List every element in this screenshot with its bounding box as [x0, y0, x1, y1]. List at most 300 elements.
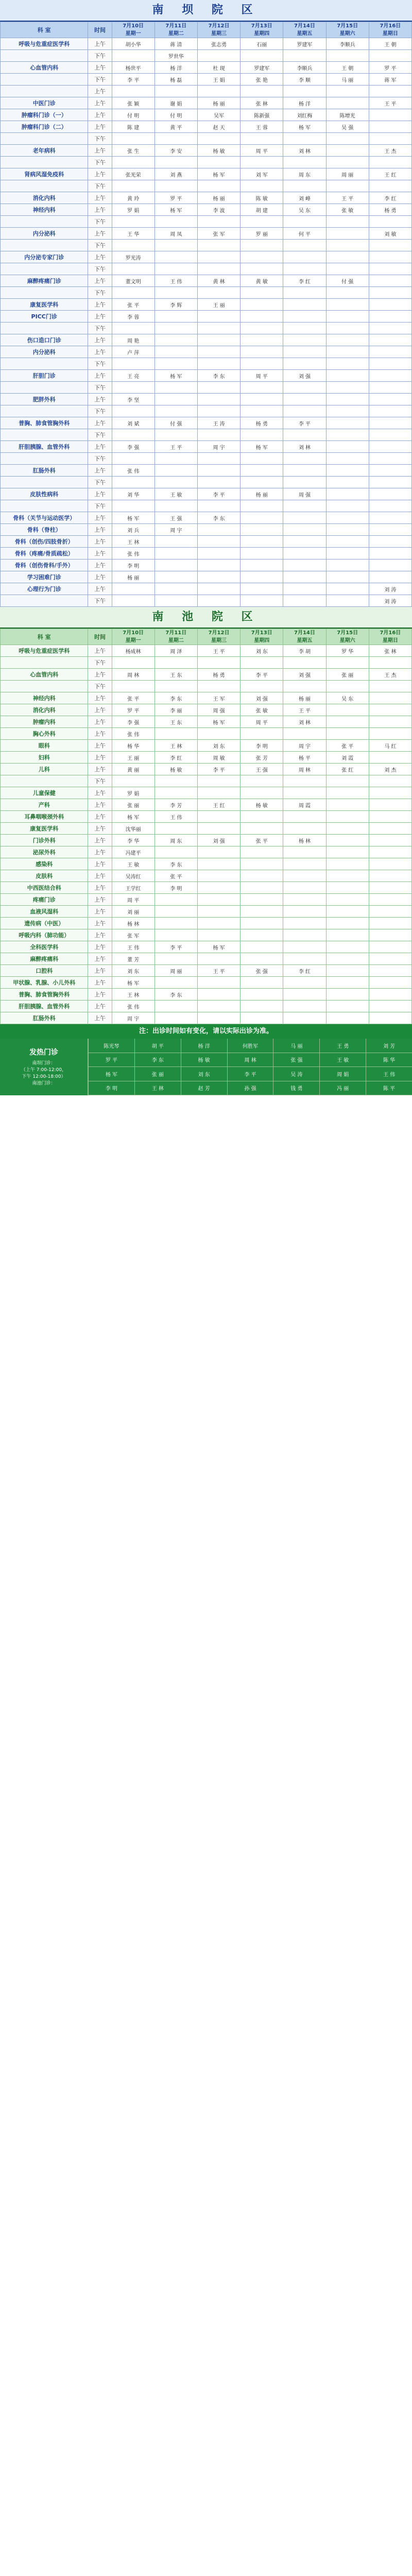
doctor-cell: 何 平 [283, 228, 326, 240]
fever-roster-cell: 何胜军 [227, 1039, 273, 1053]
doctor-cell: 周 宇 [283, 740, 326, 752]
doctor-cell [369, 240, 411, 251]
doctor-cell [369, 133, 411, 145]
doctor-cell: 胡小华 [112, 38, 154, 50]
doctor-cell [326, 571, 369, 583]
day-weekday: 星期日 [382, 31, 398, 37]
doctor-cell [283, 882, 326, 894]
doctor-cell: 杨 丽 [197, 192, 240, 204]
doctor-cell: 王 平 [369, 97, 411, 109]
doctor-cell: 王 伟 [154, 275, 197, 287]
fever-roster-cell: 马 丽 [273, 1039, 319, 1053]
doctor-cell: 吴 强 [326, 121, 369, 133]
fever-roster-cell: 刘 东 [181, 1067, 227, 1081]
doctor-cell [197, 394, 240, 405]
doctor-cell [241, 323, 283, 334]
doctor-cell [369, 512, 411, 524]
doctor-cell [326, 775, 369, 787]
doctor-cell [197, 500, 240, 512]
doctor-cell [241, 216, 283, 228]
doctor-cell [197, 548, 240, 560]
schedule-row [1, 204, 412, 216]
doctor-cell: 张 平 [326, 740, 369, 752]
schedule-row [1, 323, 412, 334]
doctor-cell: 刘 杰 [369, 764, 411, 775]
session-time: 上午 [88, 548, 112, 560]
doctor-cell [283, 918, 326, 929]
fever-roster-cell: 王 勇 [319, 1039, 366, 1053]
fever-roster-row [88, 1039, 412, 1053]
doctor-cell [326, 382, 369, 394]
doctor-cell [283, 157, 326, 168]
doctor-cell [197, 870, 240, 882]
doctor-cell [369, 334, 411, 346]
doctor-cell [369, 109, 411, 121]
doctor-cell [283, 728, 326, 740]
doctor-cell [241, 251, 283, 263]
doctor-cell: 刘 军 [241, 168, 283, 180]
session-time: 下午 [88, 775, 112, 787]
doctor-cell [112, 500, 154, 512]
doctor-cell: 沈华丽 [112, 823, 154, 835]
day-date: 7月16日 [380, 630, 401, 636]
schedule-row [1, 536, 412, 548]
doctor-cell: 吴军 [197, 109, 240, 121]
schedule-row [1, 441, 412, 453]
department-name: 内分泌专家门诊 [1, 251, 88, 263]
doctor-cell [197, 775, 240, 787]
fever-roster-cell: 陈光琴 [88, 1039, 134, 1053]
doctor-cell [283, 681, 326, 692]
fever-roster-cell: 李 东 [134, 1053, 181, 1067]
doctor-cell [369, 716, 411, 728]
fever-roster-cell: 杨 军 [88, 1067, 134, 1081]
doctor-cell [197, 382, 240, 394]
session-time: 上午 [88, 1001, 112, 1012]
doctor-cell [326, 346, 369, 358]
doctor-cell [112, 382, 154, 394]
doctor-cell: 付 明 [154, 109, 197, 121]
department-name: 麻醉疼痛科 [1, 953, 88, 965]
schedule-note: 注：出诊时间如有变化，请以实际出诊为准。 [0, 1024, 412, 1039]
doctor-cell [197, 240, 240, 251]
session-time: 上午 [88, 204, 112, 216]
doctor-cell [241, 86, 283, 97]
department-name: 肿瘤内科 [1, 716, 88, 728]
doctor-cell [241, 941, 283, 953]
department-name: 康复医学科 [1, 823, 88, 835]
doctor-cell [369, 571, 411, 583]
doctor-cell [326, 370, 369, 382]
doctor-cell [154, 500, 197, 512]
doctor-cell [241, 953, 283, 965]
department-name [1, 681, 88, 692]
doctor-cell: 罗 平 [369, 62, 411, 74]
doctor-cell [112, 681, 154, 692]
doctor-cell [154, 560, 197, 571]
doctor-cell: 冯建平 [112, 846, 154, 858]
doctor-cell [369, 346, 411, 358]
fever-roster-cell: 王 敏 [319, 1053, 366, 1067]
schedule-row [1, 405, 412, 417]
day-header [112, 629, 154, 645]
doctor-cell [197, 977, 240, 989]
fever-roster-cell: 罗 平 [88, 1053, 134, 1067]
doctor-cell: 刘 东 [112, 965, 154, 977]
doctor-cell: 杨成林 [112, 645, 154, 657]
fever-clinic-line: 下午 12:00-18:00） [22, 1074, 66, 1079]
doctor-cell: 石丽 [241, 38, 283, 50]
doctor-cell [283, 394, 326, 405]
doctor-cell [369, 299, 411, 311]
doctor-cell: 周 平 [241, 145, 283, 157]
doctor-cell [326, 133, 369, 145]
schedule-row [1, 465, 412, 477]
doctor-cell [197, 657, 240, 669]
doctor-cell [154, 453, 197, 465]
doctor-cell [283, 240, 326, 251]
doctor-cell: 杨 军 [197, 941, 240, 953]
department-name: 神经内科 [1, 204, 88, 216]
doctor-cell: 王 朝 [369, 38, 411, 50]
department-name: 肿瘤科门诊（一） [1, 109, 88, 121]
doctor-cell [326, 906, 369, 918]
doctor-cell [326, 465, 369, 477]
doctor-cell: 黄 平 [154, 121, 197, 133]
doctor-cell [326, 536, 369, 548]
department-name [1, 477, 88, 488]
doctor-cell [369, 1012, 411, 1024]
schedule-row [1, 823, 412, 835]
day-header [112, 22, 154, 38]
doctor-cell [283, 989, 326, 1001]
doctor-cell: 张 伟 [112, 548, 154, 560]
doctor-cell [283, 870, 326, 882]
day-header [154, 629, 197, 645]
doctor-cell [369, 275, 411, 287]
schedule-row [1, 595, 412, 607]
doctor-cell [369, 524, 411, 536]
session-time: 上午 [88, 465, 112, 477]
schedule-row [1, 989, 412, 1001]
doctor-cell [241, 524, 283, 536]
doctor-cell [197, 453, 240, 465]
department-name [1, 216, 88, 228]
doctor-cell [154, 251, 197, 263]
doctor-cell [112, 216, 154, 228]
department-name: 肿瘤科门诊（二） [1, 121, 88, 133]
schedule-row [1, 263, 412, 275]
nanchi-banner: 南 池 院 区 [0, 607, 412, 629]
doctor-cell [326, 512, 369, 524]
doctor-cell [112, 583, 154, 595]
department-name: 疼痛门诊 [1, 894, 88, 906]
doctor-cell: 王 强 [241, 764, 283, 775]
doctor-cell [326, 1001, 369, 1012]
doctor-cell [283, 86, 326, 97]
doctor-cell: 李 红 [283, 965, 326, 977]
fever-roster-cell: 钱 勇 [273, 1081, 319, 1095]
doctor-cell [241, 870, 283, 882]
doctor-cell: 张 平 [154, 870, 197, 882]
doctor-cell [241, 657, 283, 669]
doctor-cell [112, 86, 154, 97]
doctor-cell [241, 299, 283, 311]
doctor-cell: 周 艳 [112, 334, 154, 346]
schedule-row [1, 657, 412, 669]
doctor-cell [197, 560, 240, 571]
doctor-cell [197, 894, 240, 906]
doctor-cell: 刘 林 [283, 441, 326, 453]
doctor-cell: 胡 建 [241, 204, 283, 216]
session-time: 上午 [88, 346, 112, 358]
doctor-cell [369, 86, 411, 97]
nanba-header-row [1, 22, 412, 38]
schedule-row [1, 157, 412, 168]
doctor-cell [326, 251, 369, 263]
session-time: 下午 [88, 323, 112, 334]
doctor-cell [283, 453, 326, 465]
doctor-cell: 刘 强 [283, 370, 326, 382]
session-time: 上午 [88, 811, 112, 823]
session-time: 上午 [88, 512, 112, 524]
doctor-cell [112, 405, 154, 417]
schedule-row [1, 382, 412, 394]
doctor-cell: 王 丽 [197, 299, 240, 311]
doctor-cell [326, 965, 369, 977]
session-time: 下午 [88, 453, 112, 465]
session-time: 上午 [88, 953, 112, 965]
doctor-cell [369, 882, 411, 894]
schedule-row [1, 894, 412, 906]
doctor-cell [283, 846, 326, 858]
doctor-cell: 王 平 [326, 192, 369, 204]
schedule-row [1, 941, 412, 953]
department-name: 耳鼻咽喉颈外科 [1, 811, 88, 823]
department-name: 麻醉疼痛门诊 [1, 275, 88, 287]
doctor-cell: 李 平 [197, 764, 240, 775]
session-time: 上午 [88, 311, 112, 323]
day-weekday: 星期二 [168, 638, 184, 643]
session-time: 上午 [88, 692, 112, 704]
doctor-cell [197, 287, 240, 299]
doctor-cell: 刘 强 [283, 669, 326, 681]
doctor-cell: 杨 军 [241, 441, 283, 453]
session-time: 上午 [88, 669, 112, 681]
doctor-cell: 张志勇 [197, 38, 240, 50]
doctor-cell [112, 323, 154, 334]
session-time: 上午 [88, 228, 112, 240]
schedule-row [1, 109, 412, 121]
day-date: 7月13日 [251, 23, 272, 29]
department-name: 神经内科 [1, 692, 88, 704]
doctor-cell [326, 870, 369, 882]
doctor-cell [241, 240, 283, 251]
nanchi-rows [1, 645, 412, 1024]
day-date: 7月15日 [337, 23, 358, 29]
session-time: 上午 [88, 560, 112, 571]
doctor-cell: 王 林 [112, 536, 154, 548]
doctor-cell: 李 华 [112, 835, 154, 846]
session-time: 上午 [88, 894, 112, 906]
doctor-cell [369, 823, 411, 835]
doctor-cell [197, 787, 240, 799]
doctor-cell [283, 571, 326, 583]
doctor-cell [326, 548, 369, 560]
department-name: PICC门诊 [1, 311, 88, 323]
day-date: 7月16日 [380, 23, 401, 29]
department-name: 肥胖外科 [1, 394, 88, 405]
doctor-cell [241, 548, 283, 560]
doctor-cell: 王 伟 [112, 941, 154, 953]
doctor-cell [369, 965, 411, 977]
doctor-cell [241, 681, 283, 692]
doctor-cell [112, 429, 154, 441]
doctor-cell: 周 霞 [283, 799, 326, 811]
department-name [1, 287, 88, 299]
doctor-cell: 王 涛 [197, 417, 240, 429]
department-name: 全科医学科 [1, 941, 88, 953]
department-name: 肛肠外科 [1, 1012, 88, 1024]
doctor-cell [283, 929, 326, 941]
doctor-cell [154, 953, 197, 965]
day-weekday: 星期二 [168, 31, 184, 37]
fever-roster-row [88, 1081, 412, 1096]
doctor-cell [241, 583, 283, 595]
doctor-cell [283, 906, 326, 918]
doctor-cell [197, 157, 240, 168]
day-weekday: 星期四 [254, 638, 270, 643]
doctor-cell: 王 平 [154, 441, 197, 453]
day-date: 7月12日 [208, 23, 230, 29]
doctor-cell: 张 强 [241, 965, 283, 977]
doctor-cell [154, 846, 197, 858]
doctor-cell: 周 丽 [154, 965, 197, 977]
doctor-cell: 刘 斌 [112, 417, 154, 429]
doctor-cell: 杨 军 [112, 811, 154, 823]
day-weekday: 星期六 [339, 638, 355, 643]
schedule-row [1, 787, 412, 799]
schedule-row [1, 1012, 412, 1024]
department-name [1, 133, 88, 145]
session-time: 下午 [88, 382, 112, 394]
doctor-cell: 周 宇 [112, 1012, 154, 1024]
schedule-row [1, 346, 412, 358]
doctor-cell: 张 军 [112, 929, 154, 941]
session-time: 上午 [88, 571, 112, 583]
fever-roster-cell: 李 平 [227, 1067, 273, 1081]
doctor-cell [241, 858, 283, 870]
doctor-cell [154, 787, 197, 799]
doctor-cell [283, 536, 326, 548]
schedule-row [1, 764, 412, 775]
session-time: 上午 [88, 882, 112, 894]
doctor-cell [326, 477, 369, 488]
session-time: 下午 [88, 240, 112, 251]
department-name [1, 595, 88, 607]
doctor-cell [197, 251, 240, 263]
doctor-cell [112, 157, 154, 168]
doctor-cell [112, 180, 154, 192]
session-time: 上午 [88, 870, 112, 882]
department-name: 肛肠外科 [1, 465, 88, 477]
doctor-cell: 杨 洋 [283, 97, 326, 109]
doctor-cell [241, 918, 283, 929]
session-time: 下午 [88, 405, 112, 417]
doctor-cell [241, 1001, 283, 1012]
doctor-cell: 张 林 [241, 97, 283, 109]
doctor-cell: 王 强 [154, 512, 197, 524]
doctor-cell: 杨 林 [283, 835, 326, 846]
schedule-row [1, 121, 412, 133]
schedule-row [1, 560, 412, 571]
doctor-cell [197, 953, 240, 965]
schedule-row [1, 692, 412, 704]
schedule-row [1, 133, 412, 145]
session-time: 上午 [88, 918, 112, 929]
doctor-cell [112, 775, 154, 787]
doctor-cell [241, 989, 283, 1001]
doctor-cell [241, 405, 283, 417]
schedule-row [1, 846, 412, 858]
schedule-row [1, 180, 412, 192]
doctor-cell [197, 358, 240, 370]
doctor-cell [154, 1012, 197, 1024]
doctor-cell [326, 157, 369, 168]
doctor-cell: 张 军 [197, 228, 240, 240]
schedule-row [1, 977, 412, 989]
doctor-cell [197, 346, 240, 358]
doctor-cell [154, 287, 197, 299]
department-name [1, 500, 88, 512]
doctor-cell [369, 121, 411, 133]
department-name [1, 775, 88, 787]
schedule-row [1, 929, 412, 941]
doctor-cell [154, 429, 197, 441]
doctor-cell [326, 953, 369, 965]
doctor-cell [283, 50, 326, 62]
doctor-cell: 李 平 [154, 941, 197, 953]
doctor-cell [326, 417, 369, 429]
doctor-cell [283, 382, 326, 394]
department-name: 胸心外科 [1, 728, 88, 740]
doctor-cell: 李 明 [112, 560, 154, 571]
doctor-cell: 王 敏 [154, 488, 197, 500]
schedule-row [1, 370, 412, 382]
doctor-cell: 张 伟 [112, 1001, 154, 1012]
day-weekday: 星期一 [125, 638, 141, 643]
session-time: 上午 [88, 62, 112, 74]
doctor-cell: 陈 敏 [241, 192, 283, 204]
doctor-cell: 董文明 [112, 275, 154, 287]
doctor-cell [283, 216, 326, 228]
doctor-cell: 张 颖 [112, 97, 154, 109]
doctor-cell [154, 548, 197, 560]
session-time: 上午 [88, 764, 112, 775]
doctor-cell [283, 548, 326, 560]
doctor-cell [241, 50, 283, 62]
session-time: 上午 [88, 583, 112, 595]
nanchi-schedule-table [0, 629, 412, 1024]
doctor-cell [326, 50, 369, 62]
day-header [154, 22, 197, 38]
doctor-cell [241, 571, 283, 583]
doctor-cell [241, 728, 283, 740]
doctor-cell: 李 强 [112, 441, 154, 453]
session-time: 下午 [88, 287, 112, 299]
doctor-cell [326, 488, 369, 500]
doctor-cell: 周 宇 [197, 441, 240, 453]
